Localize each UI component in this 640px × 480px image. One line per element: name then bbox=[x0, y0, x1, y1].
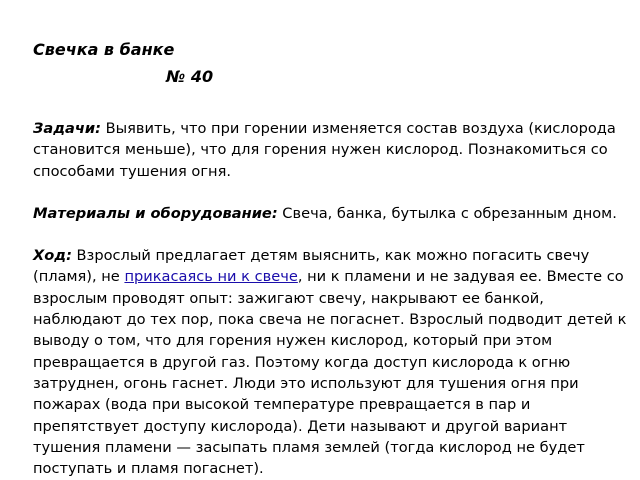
procedure-text-before-link: Взрослый предлагает детям выяснить, как можно погасить свечу (пламя), не bbox=[33, 247, 590, 286]
document-title: Свечка в банке bbox=[33, 40, 175, 59]
procedure-section bbox=[33, 245, 633, 479]
document-number: № 40 bbox=[166, 67, 214, 86]
tasks-text: Выявить, что при горении изменяется состав воздуха (кислорода становится меньше), что для горения нужен кислород. Познакомиться со способами тушения огня. bbox=[33, 120, 616, 180]
procedure-label: Ход: bbox=[33, 247, 72, 265]
procedure-text-after-link: , ни к пламени и не задувая ее. Вместе со взрослым проводят опыт: зажигают свечу, накрывают ее банкой, наблюдают до тех пор, пока свеча не погаснет. Взрослый подводит детей к выводу о том, что для горения нужен кислород, который при этом превращается в другой газ. Поэтому когда доступ кислорода к огню затруднен, огонь гаснет. Люди это используют для тушения огня при пожарах (вода при высокой температуре превращается в пар и препятствует доступу кислорода). Дети называют и другой вариант тушения пламени — засыпать пламя землей (тогда кислород не будет поступать и пламя погаснет). bbox=[33, 268, 627, 478]
tasks-section bbox=[33, 118, 633, 182]
materials-section bbox=[33, 203, 633, 224]
tasks-label: Задачи: bbox=[33, 120, 101, 137]
materials-text: Свеча, банка, бутылка с обрезанным дном. bbox=[277, 204, 617, 222]
procedure-link[interactable]: прикасаясь ни к свече bbox=[124, 268, 298, 286]
document-page bbox=[33, 36, 633, 479]
materials-label: Материалы и оборудование: bbox=[33, 204, 278, 222]
